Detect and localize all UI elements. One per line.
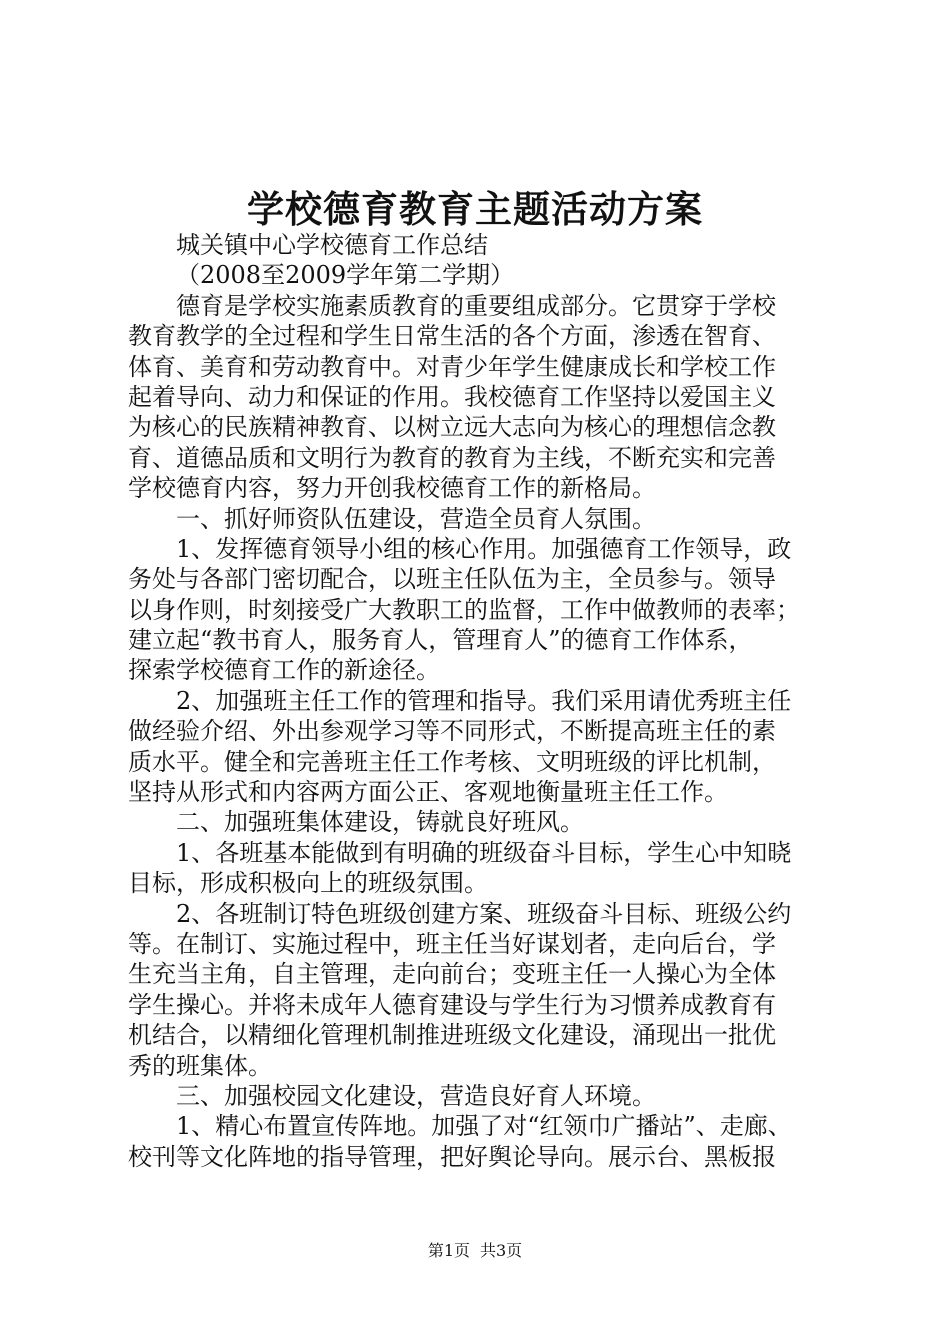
page-number: 第1页 bbox=[427, 1241, 470, 1260]
text-line: 建立起“教书育人，服务育人，管理育人”的德育工作体系， bbox=[128, 626, 753, 655]
text-line: 1、精心布置宣传阵地。加强了对“红领巾广播站”、走廊、 bbox=[176, 1112, 792, 1141]
text-line: 三、加强校园文化建设，营造良好育人环境。 bbox=[176, 1081, 656, 1110]
text-line: 坚持从形式和内容两方面公正、客观地衡量班主任工作。 bbox=[128, 778, 728, 807]
text-line: 2、各班制订特色班级创建方案、班级奋斗目标、班级公约 bbox=[176, 899, 792, 928]
text-line: 做经验介绍、外出参观学习等不同形式，不断提高班主任的素 bbox=[128, 717, 776, 746]
text-line: 生充当主角，自主管理，走向前台；变班主任一人操心为全体 bbox=[128, 960, 776, 989]
text-line: 城关镇中心学校德育工作总结 bbox=[176, 231, 488, 259]
text-line: 秀的班集体。 bbox=[128, 1051, 272, 1080]
text-line: 一、抓好师资队伍建设，营造全员育人氛围。 bbox=[176, 504, 656, 533]
text-line: （2008至2009学年第二学期） bbox=[176, 261, 515, 290]
text-line: 1、发挥德育领导小组的核心作用。加强德育工作领导，政 bbox=[176, 534, 792, 563]
page-total: 共3页 bbox=[480, 1241, 523, 1260]
text-line: 为核心的民族精神教育、以树立远大志向为核心的理想信念教 bbox=[128, 413, 776, 442]
text-line: 2、加强班主任工作的管理和指导。我们采用请优秀班主任 bbox=[176, 686, 792, 715]
text-line: 学生操心。并将未成年人德育建设与学生行为习惯养成教育有 bbox=[128, 990, 776, 1019]
page-footer bbox=[0, 1240, 950, 1262]
text-line: 教育教学的全过程和学生日常生活的各个方面，渗透在智育、 bbox=[128, 322, 776, 351]
text-line: 探索学校德育工作的新途径。 bbox=[128, 656, 440, 685]
text-line: 体育、美育和劳动教育中。对青少年学生健康成长和学校工作 bbox=[128, 352, 776, 381]
document-body bbox=[128, 230, 828, 1172]
page-title: 学校德育教育主题活动方案 bbox=[247, 187, 703, 231]
text-line: 二、加强班集体建设，铸就良好班风。 bbox=[176, 808, 584, 837]
text-line: 1、各班基本能做到有明确的班级奋斗目标，学生心中知晓 bbox=[176, 838, 792, 867]
text-line: 等。在制订、实施过程中，班主任当好谋划者，走向后台，学 bbox=[128, 929, 776, 958]
text-line: 起着导向、动力和保证的作用。我校德育工作坚持以爱国主义 bbox=[128, 382, 776, 411]
text-line: 育、道德品质和文明行为教育的教育为主线，不断充实和完善 bbox=[128, 443, 776, 472]
text-line: 质水平。健全和完善班主任工作考核、文明班级的评比机制， bbox=[128, 747, 776, 776]
text-line: 学校德育内容，努力开创我校德育工作的新格局。 bbox=[128, 474, 656, 503]
text-line: 德育是学校实施素质教育的重要组成部分。它贯穿于学校 bbox=[176, 291, 776, 320]
text-line: 以身作则，时刻接受广大教职工的监督，工作中做教师的表率； bbox=[128, 595, 800, 624]
text-line: 校刊等文化阵地的指导管理，把好舆论导向。展示台、黑板报 bbox=[128, 1142, 776, 1171]
text-line: 目标，形成积极向上的班级氛围。 bbox=[128, 869, 488, 898]
text-line: 务处与各部门密切配合，以班主任队伍为主，全员参与。领导 bbox=[128, 565, 776, 594]
text-line: 机结合，以精细化管理机制推进班级文化建设，涌现出一批优 bbox=[128, 1021, 776, 1050]
